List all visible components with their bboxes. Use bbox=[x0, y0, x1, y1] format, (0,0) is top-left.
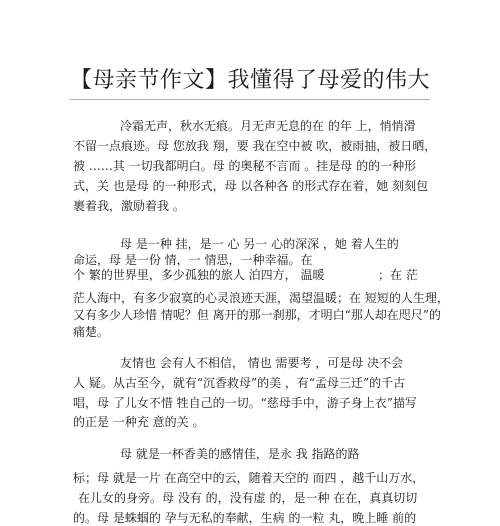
paragraph-line: 的正是 一种充 意的关 。 bbox=[73, 415, 205, 429]
paragraph-line: 标；母 就是一片 在高空中的云，随着天空的 而四 ，越千山万水， bbox=[73, 471, 425, 485]
paragraph-line: 茫人海中，有多少寂寞的心灵浪迹天涯，渴望温暖；在 短短的人生理， bbox=[73, 291, 449, 305]
paragraph-line: 痛楚。 bbox=[73, 325, 110, 339]
title-divider bbox=[70, 99, 430, 100]
paragraph-line: 又有多少人珍惜 情呢？但 离开的那一刹那，才明白“那人却在咫尺”的 bbox=[73, 308, 441, 322]
paragraph-line: 友情也 会有人不相信， 情也 需要考 ，可是母 决不会 bbox=[120, 356, 404, 370]
paragraph-line: 式，关 也是母 的一种形式，母 以各种各 的形式存在着，她 刻刻包 bbox=[73, 179, 429, 193]
paragraph-line: 命运，母 是一份 情，一 情思，一种幸福。在 bbox=[73, 253, 313, 267]
page-title: 【母亲节作文】我懂得了母爱的伟大 bbox=[70, 68, 431, 93]
paragraph-line: 人 疑。从古至今，就有“沉香救母”的美 ，有“孟母三迁”的千古 bbox=[73, 376, 406, 390]
paragraph-line: 裹着我，激励着我 。 bbox=[73, 199, 185, 213]
paragraph-line: 个 繁的世界里，多少孤独的旅人 泊四方， 温暖 bbox=[73, 268, 325, 282]
paragraph-line: 的。母 是蛛蝈的 孕与无私的奉献，生病 的一粒 丸，晚上睡 前的 bbox=[73, 511, 417, 525]
paragraph-line: ；在 茫 bbox=[378, 268, 418, 282]
paragraph-line: 不留一点痕迹。母 您放我 翔，要 我在空中被 吹，被雨抽，被日晒， bbox=[73, 139, 437, 153]
paragraph-line: 母 是一种 挂，是一 心 另一 心的深深 ，她 着人生的 bbox=[120, 237, 399, 251]
paragraph-line: 冷霜无声，秋水无痕。月无声无息的在 的年 上，悄悄滑 bbox=[120, 119, 416, 133]
paragraph-line: 在儿女的身旁。母 没有 的，没有虚 的，是一种 在在，真真切切 bbox=[78, 491, 418, 505]
paragraph-line: 被 ……其 一切我都明白。母 的奥秘不言而 。挂是母 的的一种形 bbox=[73, 159, 417, 173]
paragraph-line: 母 就是一杯香美的感情佳，是永 我 指路的路 bbox=[120, 447, 360, 461]
paragraph-line: 唱，母 了儿女不惜 牲自己的一切。“慈母手中，游子身上衣”描写 bbox=[73, 396, 417, 410]
